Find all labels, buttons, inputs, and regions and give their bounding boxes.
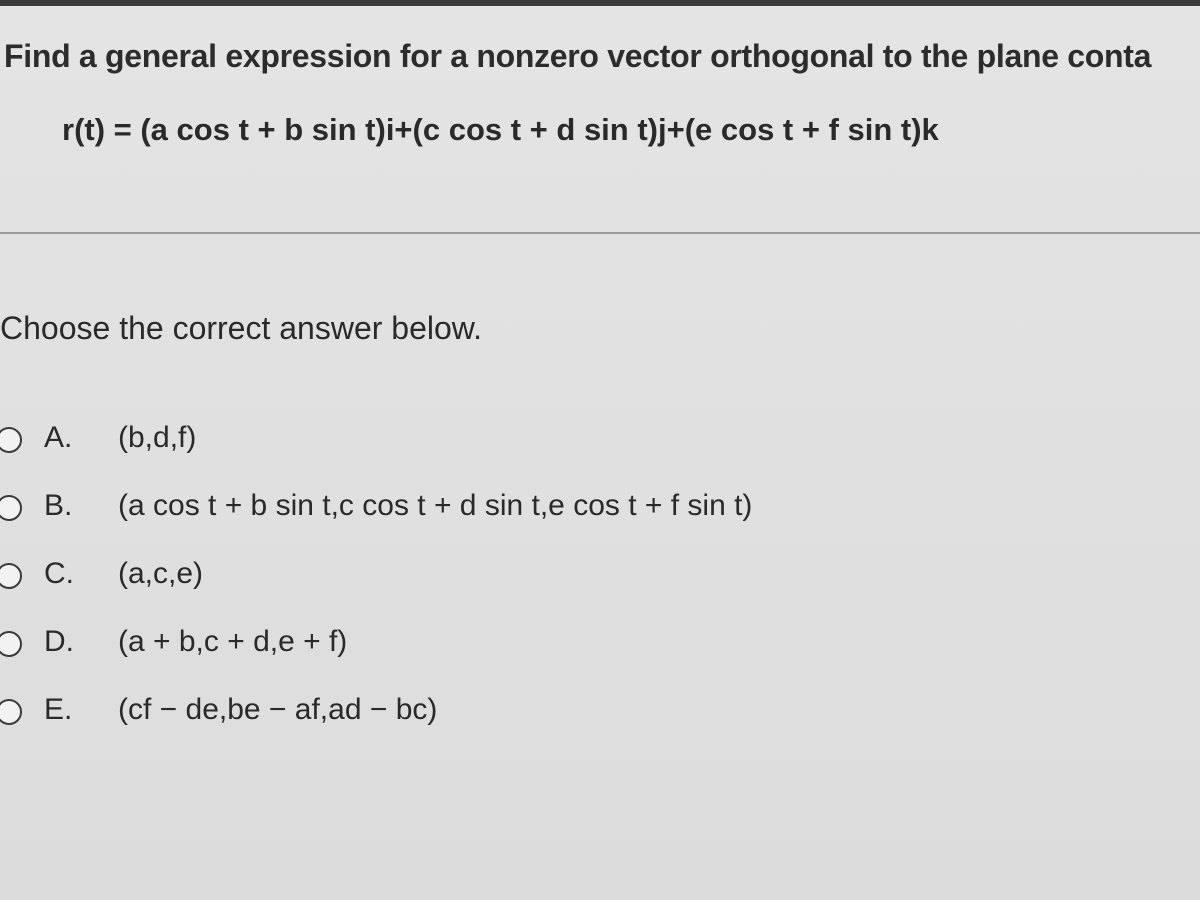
option-text[interactable]: (a,c,e) <box>118 557 204 590</box>
radio-button-b[interactable] <box>0 495 22 521</box>
answer-options <box>0 418 1150 758</box>
radio-button-e[interactable] <box>0 699 22 725</box>
answer-instruction: Choose the correct answer below. <box>0 310 483 346</box>
vector-formula: r(t) = (a cos t + b sin t)i+(c cos t + d sin t)j+(e cos t + f sin t)k <box>62 112 939 147</box>
option-c[interactable] <box>0 554 1150 622</box>
option-text[interactable]: (a + b,c + d,e + f) <box>118 625 348 658</box>
option-text[interactable]: (a cos t + b sin t,c cos t + d sin t,e cos t + f sin t) <box>118 489 753 522</box>
option-letter: C. <box>44 557 74 590</box>
section-divider <box>0 232 1200 234</box>
option-letter: D. <box>44 625 74 658</box>
option-e[interactable] <box>0 690 1150 758</box>
radio-button-a[interactable] <box>0 427 22 453</box>
radio-button-d[interactable] <box>0 631 22 657</box>
option-letter: B. <box>44 489 73 522</box>
option-letter: A. <box>44 421 73 454</box>
option-text[interactable]: (b,d,f) <box>118 421 197 454</box>
option-b[interactable] <box>0 486 1150 554</box>
option-text[interactable]: (cf − de,be − af,ad − bc) <box>118 693 438 726</box>
option-letter: E. <box>44 693 73 726</box>
radio-button-c[interactable] <box>0 563 22 589</box>
option-d[interactable] <box>0 622 1150 690</box>
top-border <box>0 0 1200 6</box>
question-prompt: Find a general expression for a nonzero vector orthogonal to the plane conta <box>4 38 1152 74</box>
option-a[interactable] <box>0 418 1150 486</box>
